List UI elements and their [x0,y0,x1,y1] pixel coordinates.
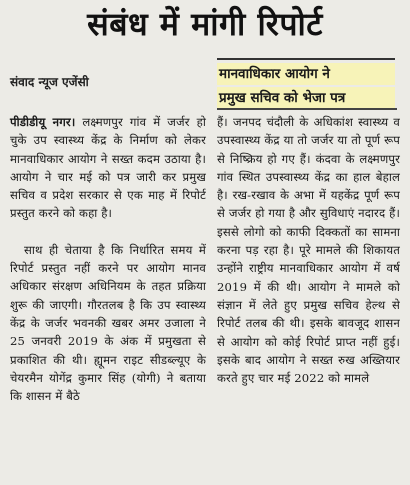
column-divider-rule [217,108,397,110]
subheadline-line-2: प्रमुख सचिव को भेजा पत्र [217,87,395,109]
article-paragraph-2: साथ ही चेताया है कि निर्धारित समय में रिपोर्ट प्रस्तुत नहीं करने पर आयोग मानव अधिकार संरक्षण अधिनियम के तहत प्रक्रिया शुरू की जाएगी। गौरतलब है कि उप स्वास्थ्य केंद्र के जर्जर भवनकी खबर अमर उजाला ने 25 जनवरी 2019 के अंक में प्रमुखता से प्रकाशित की थी। ह्यूमन राइट सीडब्ल्यूए के चेयरमैन योगेंद्र कुमार सिंह (योगी) ने बताया कि शासन में बैठे [10,242,206,404]
paragraph-1-text: लक्ष्मणपुर गांव में जर्जर हो चुके उप स्वास्थ्य केंद्र के निर्माण को लेकर मानवाधिकार आयोग ने सख्त कदम उठाया है। आयोग ने चार मई को पत्र जारी कर प्रमुख सचिव व प्रदेश सरकार से एक माह में रिपोर्ट प्रस्तुत करने को कहा है। [10,115,206,221]
subheadline [217,58,395,109]
article-right-column [217,113,400,387]
headline: संबंध में मांगी रिपोर्ट [87,4,323,43]
article-paragraph-3: हैं। जनपद चंदौली के अधिकांश स्वास्थ्य व उपस्वास्थ्य केंद्र या तो जर्जर या तो पूर्ण रूप से निष्क्रिय हो गए हैं। कंदवा के लक्ष्मणपुर गांव स्थित उपस्वास्थ्य केंद्र का हाल बेहाल है। रख-रखाव के अभा में यहकेंद्र पूर्ण रूप से जर्जर हो गया है और सुविधाएं नदारद हैं। इससे लोगो को काफी दिक्कतों का सामना करना पड़ रहा है। पूरे मामले की शिकायत उन्होंने राष्ट्रीय मानवाधिकार आयोग में वर्ष 2019 में की थी। आयोग ने मामले को संज्ञान में लेते हुए प्रमुख सचिव हेल्थ से रिपोर्ट तलब की थी। इसके बावजूद शासन से आयोग को कोई रिपोर्ट प्राप्त नहीं हुई। इसके बाद आयोग ने सख्त रुख अख्तियार करते हुए चार मई 2022 को मामले [217,115,400,386]
dateline: पीडीडीयू नगर। [10,115,76,129]
subheadline-line-1: मानवाधिकार आयोग ने [217,63,395,85]
article-left-column [10,113,206,405]
article-paragraph-1 [10,113,206,223]
byline: संवाद न्यूज एजेंसी [10,75,89,89]
